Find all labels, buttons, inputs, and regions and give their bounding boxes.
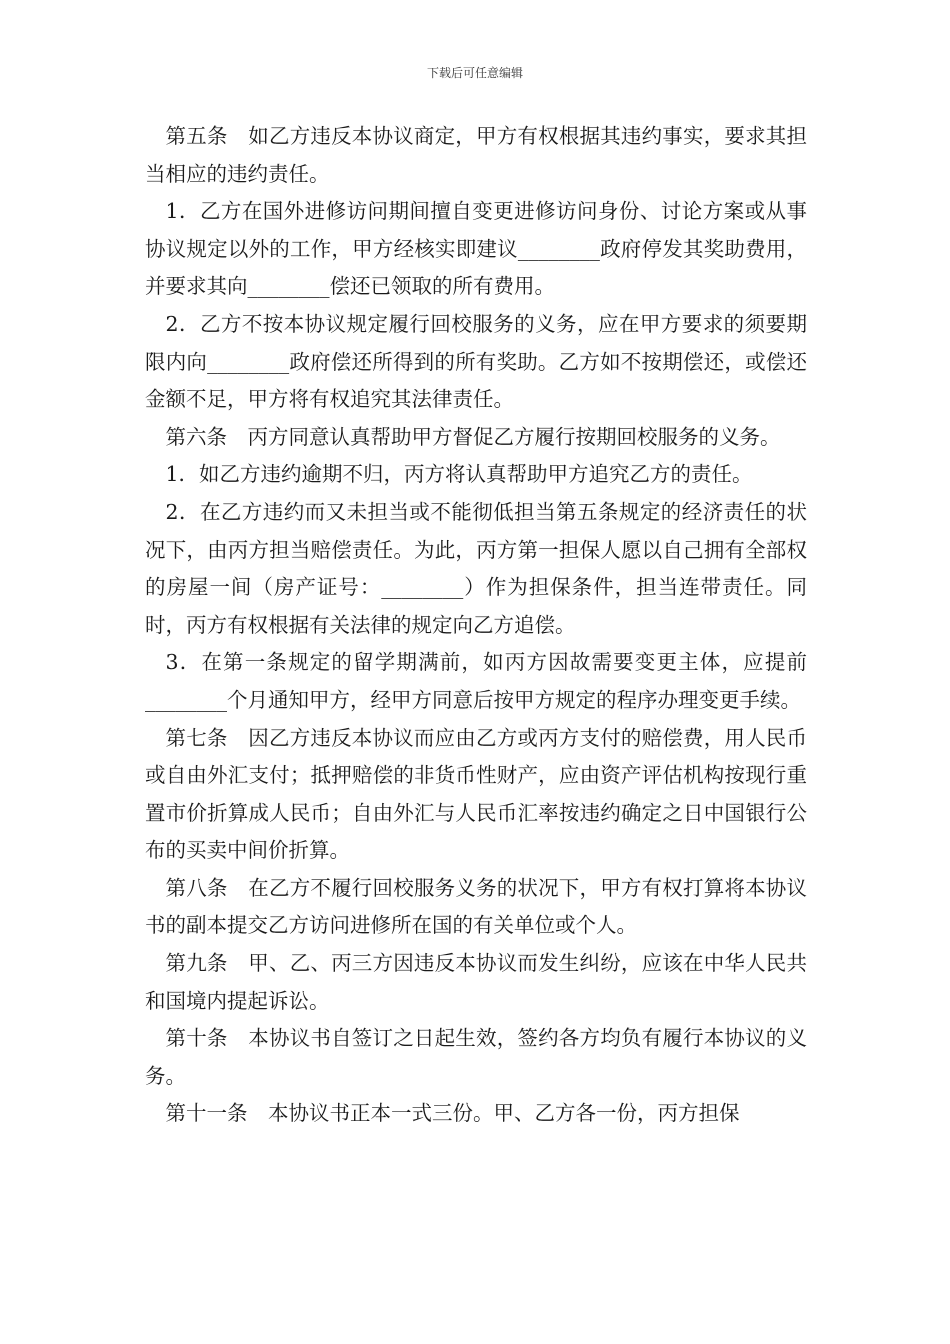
document-body xyxy=(145,118,807,1133)
paragraph-article-6-item-1: 1．如乙方违约逾期不归，丙方将认真帮助甲方追究乙方的责任。 xyxy=(165,462,753,487)
paragraph-article-6: 第六条 丙方同意认真帮助甲方督促乙方履行按期回校服务的义务。 xyxy=(165,424,781,449)
paragraph-article-11: 第十一条 本协议书正本一式三份。甲、乙方各一份，丙方担保 xyxy=(165,1101,740,1126)
paragraph-article-6-item-3: 3．在第一条规定的留学期满前，如丙方因故需要变更主体，应提前________个月通知甲方，经甲方同意后按甲方规定的程序办理变更手续。 xyxy=(145,650,807,712)
paragraph-article-5-item-2: 2．乙方不按本协议规定履行回校服务的义务，应在甲方要求的须要期限内向________政府偿还所得到的所有奖助。乙方如不按期偿还，或偿还金额不足，甲方将有权追究其法律责任。 xyxy=(145,311,807,412)
paragraph-article-5: 第五条 如乙方违反本协议商定，甲方有权根据其违约事实，要求其担当相应的违约责任。 xyxy=(145,124,807,186)
paragraph-article-5-item-1: 1．乙方在国外进修访问期间擅自变更进修访问身份、讨论方案或从事协议规定以外的工作，甲方经核实即建议________政府停发其奖助费用，并要求其向________偿还已领取的所有费用。 xyxy=(145,199,807,299)
paragraph-article-6-item-2: 2．在乙方违约而又未担当或不能彻低担当第五条规定的经济责任的状况下，由丙方担当赔偿责任。为此，丙方第一担保人愿以自己拥有全部权的房屋一间（房产证号：________）作为担保条件，担当连带责任。同时，丙方有权根据有关法律的规定向乙方追偿。 xyxy=(145,499,807,637)
paragraph-article-7: 第七条 因乙方违反本协议而应由乙方或丙方支付的赔偿费，用人民币或自由外汇支付；抵押赔偿的非货币性财产，应由资产评估机构按现行重置市价折算成人民币；自由外汇与人民币汇率按违约确定之日中国银行公布的买卖中间价折算。 xyxy=(145,725,807,863)
paragraph-article-10: 第十条 本协议书自签订之日起生效，签约各方均负有履行本协议的义务。 xyxy=(145,1026,807,1088)
page-header-note: 下载后可任意编辑 xyxy=(426,66,523,80)
paragraph-article-9: 第九条 甲、乙、丙三方因违反本协议而发生纠纷，应该在中华人民共和国境内提起诉讼。 xyxy=(145,951,807,1013)
paragraph-article-8: 第八条 在乙方不履行回校服务义务的状况下，甲方有权打算将本协议书的副本提交乙方访问进修所在国的有关单位或个人。 xyxy=(145,875,807,938)
